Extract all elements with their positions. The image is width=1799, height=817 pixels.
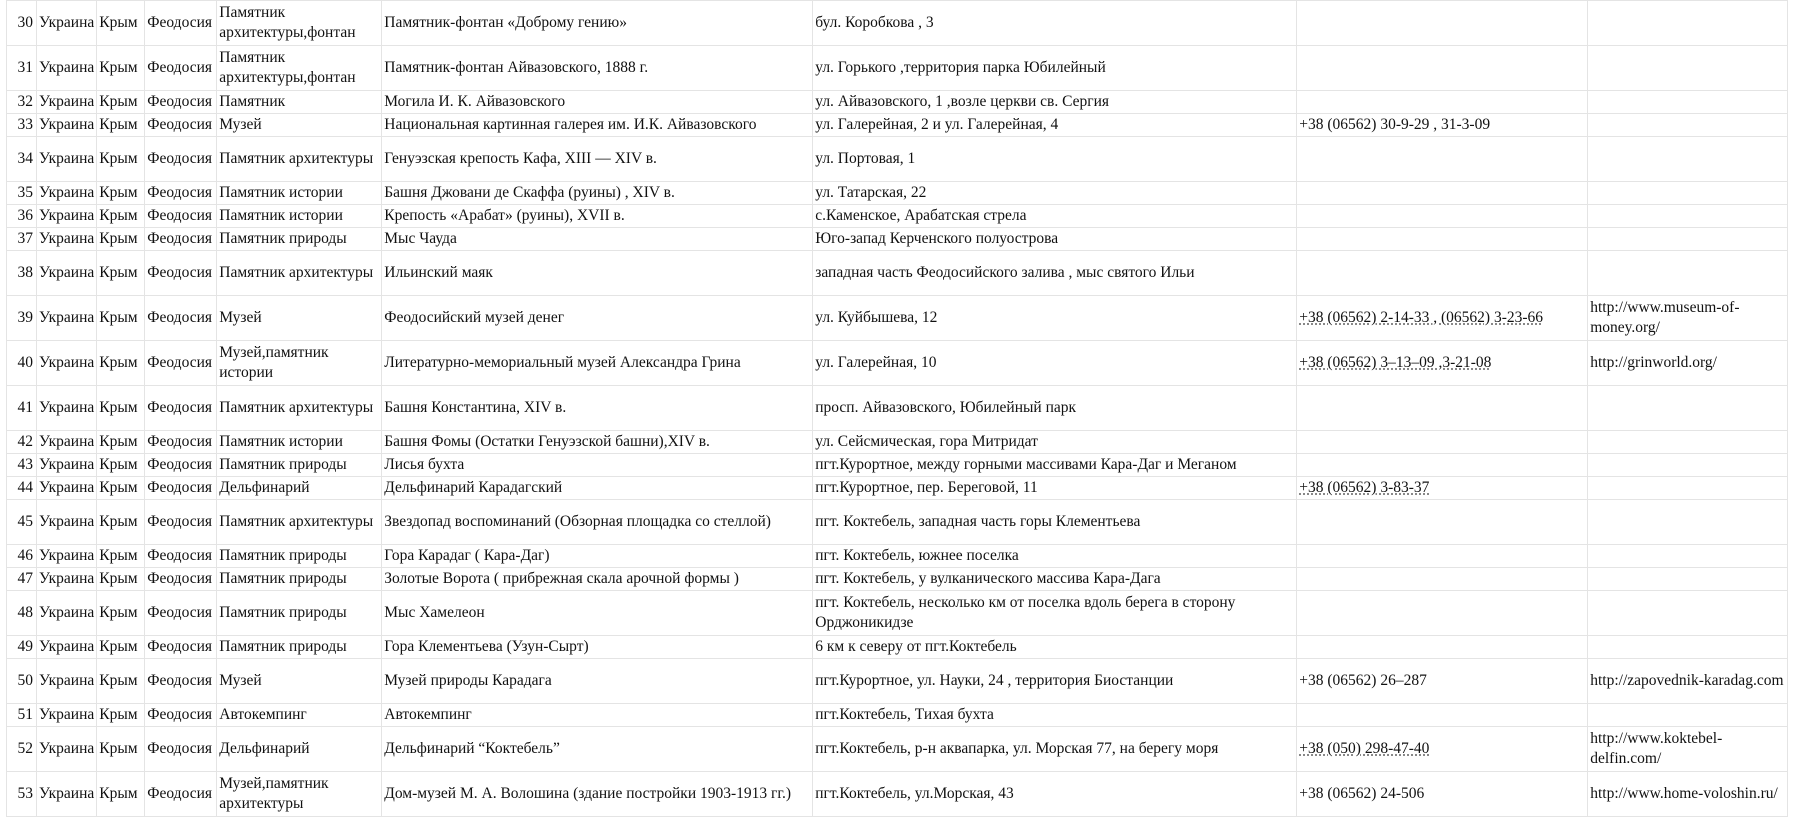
- phone-cell[interactable]: +38 (06562) 3–13–09 ,3-21-08: [1297, 341, 1588, 386]
- row-number-cell[interactable]: 40: [7, 341, 37, 386]
- address-cell[interactable]: ул. Портовая, 1: [813, 137, 1297, 182]
- table-row: [7, 386, 1788, 431]
- city-cell[interactable]: Феодосия: [145, 205, 217, 228]
- name-cell[interactable]: Дом-музей М. А. Волошина (здание постройки 1903-1913 гг.): [382, 772, 813, 817]
- phone-cell[interactable]: [1297, 431, 1588, 454]
- row-number-cell[interactable]: 49: [7, 636, 37, 659]
- type-cell[interactable]: Автокемпинг: [217, 704, 382, 727]
- name-cell[interactable]: Музей природы Карадага: [382, 659, 813, 704]
- region-cell[interactable]: Крым: [97, 727, 145, 772]
- row-number-cell[interactable]: 34: [7, 137, 37, 182]
- region-cell[interactable]: Крым: [97, 114, 145, 137]
- city-cell[interactable]: Феодосия: [145, 727, 217, 772]
- website-cell[interactable]: [1588, 704, 1788, 727]
- phone-cell[interactable]: +38 (06562) 3-83-37: [1297, 477, 1588, 500]
- website-cell[interactable]: http://www.museum-of-money.org/: [1588, 296, 1788, 341]
- phone-cell[interactable]: [1297, 205, 1588, 228]
- address-cell[interactable]: пгт. Коктебель, южнее поселка: [813, 545, 1297, 568]
- country-cell[interactable]: Украина: [37, 228, 97, 251]
- country-cell[interactable]: Украина: [37, 477, 97, 500]
- website-cell[interactable]: [1588, 91, 1788, 114]
- row-number-cell[interactable]: 37: [7, 228, 37, 251]
- address-cell[interactable]: пгт.Коктебель, Тихая бухта: [813, 704, 1297, 727]
- type-cell[interactable]: Памятник истории: [217, 431, 382, 454]
- type-cell[interactable]: Памятник природы: [217, 636, 382, 659]
- table-row: [7, 46, 1788, 91]
- table-row: [7, 182, 1788, 205]
- country-cell[interactable]: Украина: [37, 704, 97, 727]
- address-cell[interactable]: ул. Сейсмическая, гора Митридат: [813, 431, 1297, 454]
- table-row: [7, 659, 1788, 704]
- address-cell[interactable]: пгт. Коктебель, западная часть горы Клементьева: [813, 500, 1297, 545]
- table-row: [7, 228, 1788, 251]
- row-number-cell[interactable]: 39: [7, 296, 37, 341]
- name-cell[interactable]: Генуэзская крепость Кафа, XIII — XIV в.: [382, 137, 813, 182]
- row-number-cell[interactable]: 30: [7, 1, 37, 46]
- name-cell[interactable]: Дельфинарий Карадагский: [382, 477, 813, 500]
- region-cell[interactable]: Крым: [97, 545, 145, 568]
- region-cell[interactable]: Крым: [97, 182, 145, 205]
- country-cell[interactable]: Украина: [37, 114, 97, 137]
- city-cell[interactable]: Феодосия: [145, 477, 217, 500]
- type-cell[interactable]: Музей: [217, 114, 382, 137]
- name-cell[interactable]: Башня Константина, XIV в.: [382, 386, 813, 431]
- phone-cell[interactable]: [1297, 591, 1588, 636]
- region-cell[interactable]: Крым: [97, 477, 145, 500]
- country-cell[interactable]: Украина: [37, 772, 97, 817]
- region-cell[interactable]: Крым: [97, 205, 145, 228]
- address-cell[interactable]: просп. Айвазовского, Юбилейный парк: [813, 386, 1297, 431]
- website-cell[interactable]: [1588, 386, 1788, 431]
- table-row: [7, 704, 1788, 727]
- type-cell[interactable]: Музей,памятник истории: [217, 341, 382, 386]
- region-cell[interactable]: Крым: [97, 636, 145, 659]
- name-cell[interactable]: Национальная картинная галерея им. И.К. Айвазовского: [382, 114, 813, 137]
- phone-cell[interactable]: [1297, 500, 1588, 545]
- address-cell[interactable]: Юго-запад Керченского полуострова: [813, 228, 1297, 251]
- country-cell[interactable]: Украина: [37, 341, 97, 386]
- table-row: [7, 1, 1788, 46]
- region-cell[interactable]: Крым: [97, 386, 145, 431]
- city-cell[interactable]: Феодосия: [145, 296, 217, 341]
- table-row: [7, 591, 1788, 636]
- website-cell[interactable]: [1588, 477, 1788, 500]
- type-cell[interactable]: Памятник истории: [217, 182, 382, 205]
- phone-cell[interactable]: [1297, 182, 1588, 205]
- row-number-cell[interactable]: 35: [7, 182, 37, 205]
- table-row: [7, 772, 1788, 817]
- row-number-cell[interactable]: 42: [7, 431, 37, 454]
- city-cell[interactable]: Феодосия: [145, 591, 217, 636]
- table-row: [7, 91, 1788, 114]
- website-cell[interactable]: [1588, 251, 1788, 296]
- phone-cell[interactable]: [1297, 454, 1588, 477]
- row-number-cell[interactable]: 47: [7, 568, 37, 591]
- row-number-cell[interactable]: 33: [7, 114, 37, 137]
- region-cell[interactable]: Крым: [97, 251, 145, 296]
- address-cell[interactable]: пгт. Коктебель, у вулканического массива Кара-Дага: [813, 568, 1297, 591]
- city-cell[interactable]: Феодосия: [145, 545, 217, 568]
- address-cell[interactable]: ул. Галерейная, 10: [813, 341, 1297, 386]
- phone-cell[interactable]: +38 (06562) 2-14-33 , (06562) 3-23-66: [1297, 296, 1588, 341]
- type-cell[interactable]: Памятник архитектуры,фонтан: [217, 1, 382, 46]
- phone-cell[interactable]: [1297, 251, 1588, 296]
- website-cell[interactable]: [1588, 182, 1788, 205]
- address-cell[interactable]: ул. Айвазовского, 1 ,возле церкви св. Сергия: [813, 91, 1297, 114]
- name-cell[interactable]: Могила И. К. Айвазовского: [382, 91, 813, 114]
- region-cell[interactable]: Крым: [97, 341, 145, 386]
- address-cell[interactable]: 6 км к северу от пгт.Коктебель: [813, 636, 1297, 659]
- city-cell[interactable]: Феодосия: [145, 704, 217, 727]
- country-cell[interactable]: Украина: [37, 251, 97, 296]
- row-number-cell[interactable]: 51: [7, 704, 37, 727]
- phone-cell[interactable]: [1297, 137, 1588, 182]
- spreadsheet-table: [6, 0, 1788, 817]
- phone-cell[interactable]: [1297, 91, 1588, 114]
- type-cell[interactable]: Памятник архитектуры: [217, 137, 382, 182]
- address-cell[interactable]: ул. Горького ,территория парка Юбилейный: [813, 46, 1297, 91]
- name-cell[interactable]: Памятник-фонтан Айвазовского, 1888 г.: [382, 46, 813, 91]
- table-row: [7, 296, 1788, 341]
- row-number-cell[interactable]: 53: [7, 772, 37, 817]
- row-number-cell[interactable]: 43: [7, 454, 37, 477]
- table-row: [7, 341, 1788, 386]
- city-cell[interactable]: Феодосия: [145, 137, 217, 182]
- name-cell[interactable]: Феодосийский музей денег: [382, 296, 813, 341]
- table-row: [7, 431, 1788, 454]
- row-number-cell[interactable]: 38: [7, 251, 37, 296]
- name-cell[interactable]: Башня Фомы (Остатки Генуэзской башни),XIV в.: [382, 431, 813, 454]
- type-cell[interactable]: Памятник: [217, 91, 382, 114]
- region-cell[interactable]: Крым: [97, 296, 145, 341]
- region-cell[interactable]: Крым: [97, 454, 145, 477]
- name-cell[interactable]: Гора Клементьева (Узун-Сырт): [382, 636, 813, 659]
- phone-cell[interactable]: +38 (050) 298-47-40: [1297, 727, 1588, 772]
- type-cell[interactable]: Памятник архитектуры: [217, 500, 382, 545]
- city-cell[interactable]: Феодосия: [145, 91, 217, 114]
- table-body: [7, 1, 1788, 817]
- region-cell[interactable]: Крым: [97, 500, 145, 545]
- phone-cell[interactable]: [1297, 386, 1588, 431]
- country-cell[interactable]: Украина: [37, 659, 97, 704]
- country-cell[interactable]: Украина: [37, 431, 97, 454]
- type-cell[interactable]: Памятник архитектуры: [217, 251, 382, 296]
- website-cell[interactable]: [1588, 228, 1788, 251]
- table-row: [7, 568, 1788, 591]
- row-number-cell[interactable]: 41: [7, 386, 37, 431]
- website-cell[interactable]: [1588, 500, 1788, 545]
- name-cell[interactable]: Башня Джовани де Скаффа (руины) , XIV в.: [382, 182, 813, 205]
- name-cell[interactable]: Крепость «Арабат» (руины), XVII в.: [382, 205, 813, 228]
- region-cell[interactable]: Крым: [97, 568, 145, 591]
- region-cell[interactable]: Крым: [97, 591, 145, 636]
- row-number-cell[interactable]: 31: [7, 46, 37, 91]
- phone-cell[interactable]: +38 (06562) 30-9-29 , 31-3-09: [1297, 114, 1588, 137]
- table-row: [7, 137, 1788, 182]
- address-cell[interactable]: западная часть Феодосийского залива , мыс святого Ильи: [813, 251, 1297, 296]
- city-cell[interactable]: Феодосия: [145, 386, 217, 431]
- country-cell[interactable]: Украина: [37, 182, 97, 205]
- type-cell[interactable]: Памятник природы: [217, 591, 382, 636]
- website-cell[interactable]: [1588, 454, 1788, 477]
- type-cell[interactable]: Памятник архитектуры,фонтан: [217, 46, 382, 91]
- address-cell[interactable]: пгт.Коктебель, р-н аквапарка, ул. Морская 77, на берегу моря: [813, 727, 1297, 772]
- region-cell[interactable]: Крым: [97, 137, 145, 182]
- row-number-cell[interactable]: 46: [7, 545, 37, 568]
- row-number-cell[interactable]: 44: [7, 477, 37, 500]
- region-cell[interactable]: Крым: [97, 91, 145, 114]
- website-cell[interactable]: http://grinworld.org/: [1588, 341, 1788, 386]
- type-cell[interactable]: Музей: [217, 296, 382, 341]
- country-cell[interactable]: Украина: [37, 568, 97, 591]
- address-cell[interactable]: пгт.Курортное, ул. Науки, 24 , территория Биостанции: [813, 659, 1297, 704]
- website-cell[interactable]: [1588, 1, 1788, 46]
- region-cell[interactable]: Крым: [97, 772, 145, 817]
- table-row: [7, 251, 1788, 296]
- phone-cell[interactable]: +38 (06562) 24-506: [1297, 772, 1588, 817]
- name-cell[interactable]: Памятник-фонтан «Доброму гению»: [382, 1, 813, 46]
- row-number-cell[interactable]: 52: [7, 727, 37, 772]
- website-cell[interactable]: [1588, 205, 1788, 228]
- region-cell[interactable]: Крым: [97, 46, 145, 91]
- name-cell[interactable]: Ильинский маяк: [382, 251, 813, 296]
- name-cell[interactable]: Дельфинарий “Коктебель”: [382, 727, 813, 772]
- country-cell[interactable]: Украина: [37, 137, 97, 182]
- type-cell[interactable]: Дельфинарий: [217, 477, 382, 500]
- phone-cell[interactable]: [1297, 1, 1588, 46]
- city-cell[interactable]: Феодосия: [145, 182, 217, 205]
- address-cell[interactable]: с.Каменское, Арабатская стрела: [813, 205, 1297, 228]
- region-cell[interactable]: Крым: [97, 659, 145, 704]
- phone-cell[interactable]: [1297, 636, 1588, 659]
- table-row: [7, 477, 1788, 500]
- type-cell[interactable]: Памятник природы: [217, 228, 382, 251]
- country-cell[interactable]: Украина: [37, 591, 97, 636]
- phone-cell[interactable]: [1297, 545, 1588, 568]
- country-cell[interactable]: Украина: [37, 636, 97, 659]
- city-cell[interactable]: Феодосия: [145, 431, 217, 454]
- type-cell[interactable]: Музей,памятник архитектуры: [217, 772, 382, 817]
- website-cell[interactable]: [1588, 114, 1788, 137]
- type-cell[interactable]: Музей: [217, 659, 382, 704]
- city-cell[interactable]: Феодосия: [145, 636, 217, 659]
- address-cell[interactable]: пгт.Курортное, между горными массивами Кара-Даг и Меганом: [813, 454, 1297, 477]
- phone-cell[interactable]: [1297, 228, 1588, 251]
- phone-cell[interactable]: [1297, 704, 1588, 727]
- country-cell[interactable]: Украина: [37, 500, 97, 545]
- city-cell[interactable]: Феодосия: [145, 772, 217, 817]
- website-cell[interactable]: [1588, 545, 1788, 568]
- website-cell[interactable]: [1588, 137, 1788, 182]
- name-cell[interactable]: Литературно-мемориальный музей Александра Грина: [382, 341, 813, 386]
- country-cell[interactable]: Украина: [37, 205, 97, 228]
- region-cell[interactable]: Крым: [97, 228, 145, 251]
- phone-cell[interactable]: [1297, 568, 1588, 591]
- region-cell[interactable]: Крым: [97, 1, 145, 46]
- city-cell[interactable]: Феодосия: [145, 1, 217, 46]
- table-row: [7, 454, 1788, 477]
- website-cell[interactable]: http://zapovednik-karadag.com: [1588, 659, 1788, 704]
- city-cell[interactable]: Феодосия: [145, 251, 217, 296]
- country-cell[interactable]: Украина: [37, 1, 97, 46]
- type-cell[interactable]: Памятник архитектуры: [217, 386, 382, 431]
- row-number-cell[interactable]: 48: [7, 591, 37, 636]
- website-cell[interactable]: http://www.home-voloshin.ru/: [1588, 772, 1788, 817]
- city-cell[interactable]: Феодосия: [145, 454, 217, 477]
- country-cell[interactable]: Украина: [37, 454, 97, 477]
- table-row: [7, 545, 1788, 568]
- city-cell[interactable]: Феодосия: [145, 228, 217, 251]
- table-row: [7, 727, 1788, 772]
- name-cell[interactable]: Гора Карадаг ( Кара-Даг): [382, 545, 813, 568]
- website-cell[interactable]: http://www.koktebel-delfin.com/: [1588, 727, 1788, 772]
- website-cell[interactable]: [1588, 636, 1788, 659]
- address-cell[interactable]: ул. Татарская, 22: [813, 182, 1297, 205]
- type-cell[interactable]: Памятник природы: [217, 568, 382, 591]
- type-cell[interactable]: Дельфинарий: [217, 727, 382, 772]
- name-cell[interactable]: Золотые Ворота ( прибрежная скала арочной формы ): [382, 568, 813, 591]
- row-number-cell[interactable]: 50: [7, 659, 37, 704]
- address-cell[interactable]: бул. Коробкова , 3: [813, 1, 1297, 46]
- website-cell[interactable]: [1588, 591, 1788, 636]
- name-cell[interactable]: Лисья бухта: [382, 454, 813, 477]
- website-cell[interactable]: [1588, 568, 1788, 591]
- city-cell[interactable]: Феодосия: [145, 114, 217, 137]
- address-cell[interactable]: ул. Галерейная, 2 и ул. Галерейная, 4: [813, 114, 1297, 137]
- country-cell[interactable]: Украина: [37, 46, 97, 91]
- city-cell[interactable]: Феодосия: [145, 341, 217, 386]
- address-cell[interactable]: пгт. Коктебель, несколько км от поселка вдоль берега в сторону Орджоникидзе: [813, 591, 1297, 636]
- table-row: [7, 636, 1788, 659]
- type-cell[interactable]: Памятник природы: [217, 545, 382, 568]
- country-cell[interactable]: Украина: [37, 545, 97, 568]
- type-cell[interactable]: Памятник истории: [217, 205, 382, 228]
- city-cell[interactable]: Феодосия: [145, 659, 217, 704]
- name-cell[interactable]: Звездопад воспоминаний (Обзорная площадка со стеллой): [382, 500, 813, 545]
- city-cell[interactable]: Феодосия: [145, 568, 217, 591]
- phone-cell[interactable]: +38 (06562) 26–287: [1297, 659, 1588, 704]
- address-cell[interactable]: ул. Куйбышева, 12: [813, 296, 1297, 341]
- table-row: [7, 500, 1788, 545]
- phone-cell[interactable]: [1297, 46, 1588, 91]
- row-number-cell[interactable]: 45: [7, 500, 37, 545]
- name-cell[interactable]: Мыс Чауда: [382, 228, 813, 251]
- row-number-cell[interactable]: 32: [7, 91, 37, 114]
- city-cell[interactable]: Феодосия: [145, 46, 217, 91]
- address-cell[interactable]: пгт.Коктебель, ул.Морская, 43: [813, 772, 1297, 817]
- country-cell[interactable]: Украина: [37, 296, 97, 341]
- region-cell[interactable]: Крым: [97, 704, 145, 727]
- name-cell[interactable]: Автокемпинг: [382, 704, 813, 727]
- row-number-cell[interactable]: 36: [7, 205, 37, 228]
- table-row: [7, 205, 1788, 228]
- country-cell[interactable]: Украина: [37, 91, 97, 114]
- table-row: [7, 114, 1788, 137]
- region-cell[interactable]: Крым: [97, 431, 145, 454]
- address-cell[interactable]: пгт.Курортное, пер. Береговой, 11: [813, 477, 1297, 500]
- type-cell[interactable]: Памятник природы: [217, 454, 382, 477]
- city-cell[interactable]: Феодосия: [145, 500, 217, 545]
- country-cell[interactable]: Украина: [37, 727, 97, 772]
- website-cell[interactable]: [1588, 46, 1788, 91]
- country-cell[interactable]: Украина: [37, 386, 97, 431]
- website-cell[interactable]: [1588, 431, 1788, 454]
- name-cell[interactable]: Мыс Хамелеон: [382, 591, 813, 636]
